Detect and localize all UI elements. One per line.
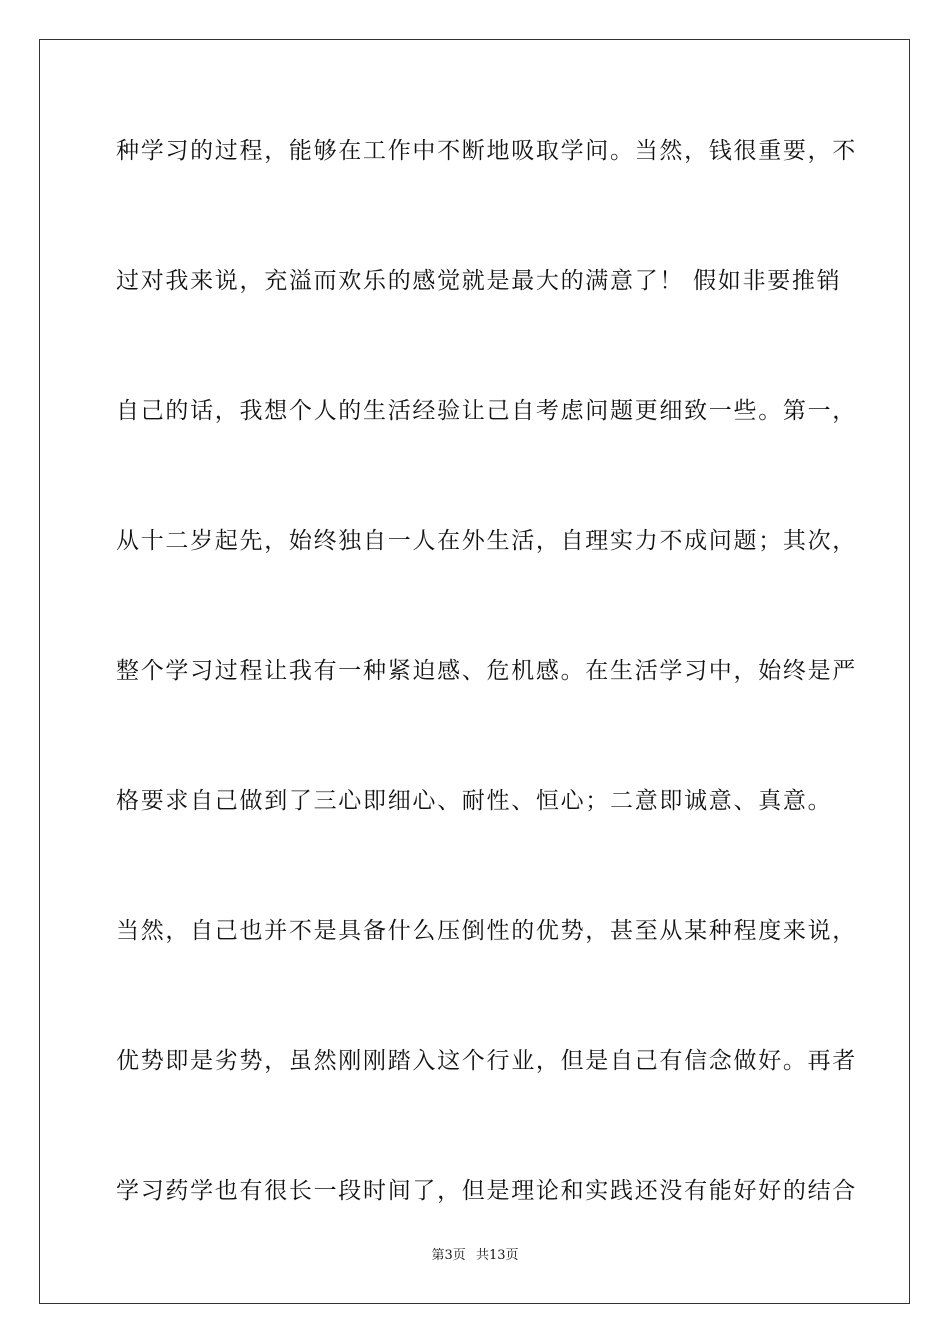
page-number: 第3页: [431, 1248, 466, 1263]
text-line-3: 自己的话，我想个人的生活经验让己自考虑问题更细致一些。第一，: [116, 398, 857, 424]
text-line-7: 当然，自己也并不是具备什么压倒性的优势，甚至从某种程度来说，: [116, 918, 857, 944]
document-body: [116, 128, 857, 1298]
total-pages: 共13页: [475, 1248, 519, 1263]
text-line-8: 优势即是劣势，虽然刚刚踏入这个行业，但是自己有信念做好。再者: [116, 1048, 857, 1074]
text-line-2: 过对我来说，充溢而欢乐的感觉就是最大的满意了！ 假如非要推销: [116, 268, 842, 294]
text-line-9: 学习药学也有很长一段时间了，但是理论和实践还没有能好好的结合: [116, 1178, 857, 1204]
text-line-4: 从十二岁起先，始终独自一人在外生活，自理实力不成问题；其次，: [116, 528, 857, 554]
page-footer: [0, 1247, 950, 1265]
text-line-5: 整个学习过程让我有一种紧迫感、危机感。在生活学习中，始终是严: [116, 658, 857, 684]
text-line-6: 格要求自己做到了三心即细心、耐性、恒心；二意即诚意、真意。: [116, 788, 833, 814]
text-line-1: 种学习的过程，能够在工作中不断地吸取学问。当然，钱很重要，不: [116, 138, 857, 164]
